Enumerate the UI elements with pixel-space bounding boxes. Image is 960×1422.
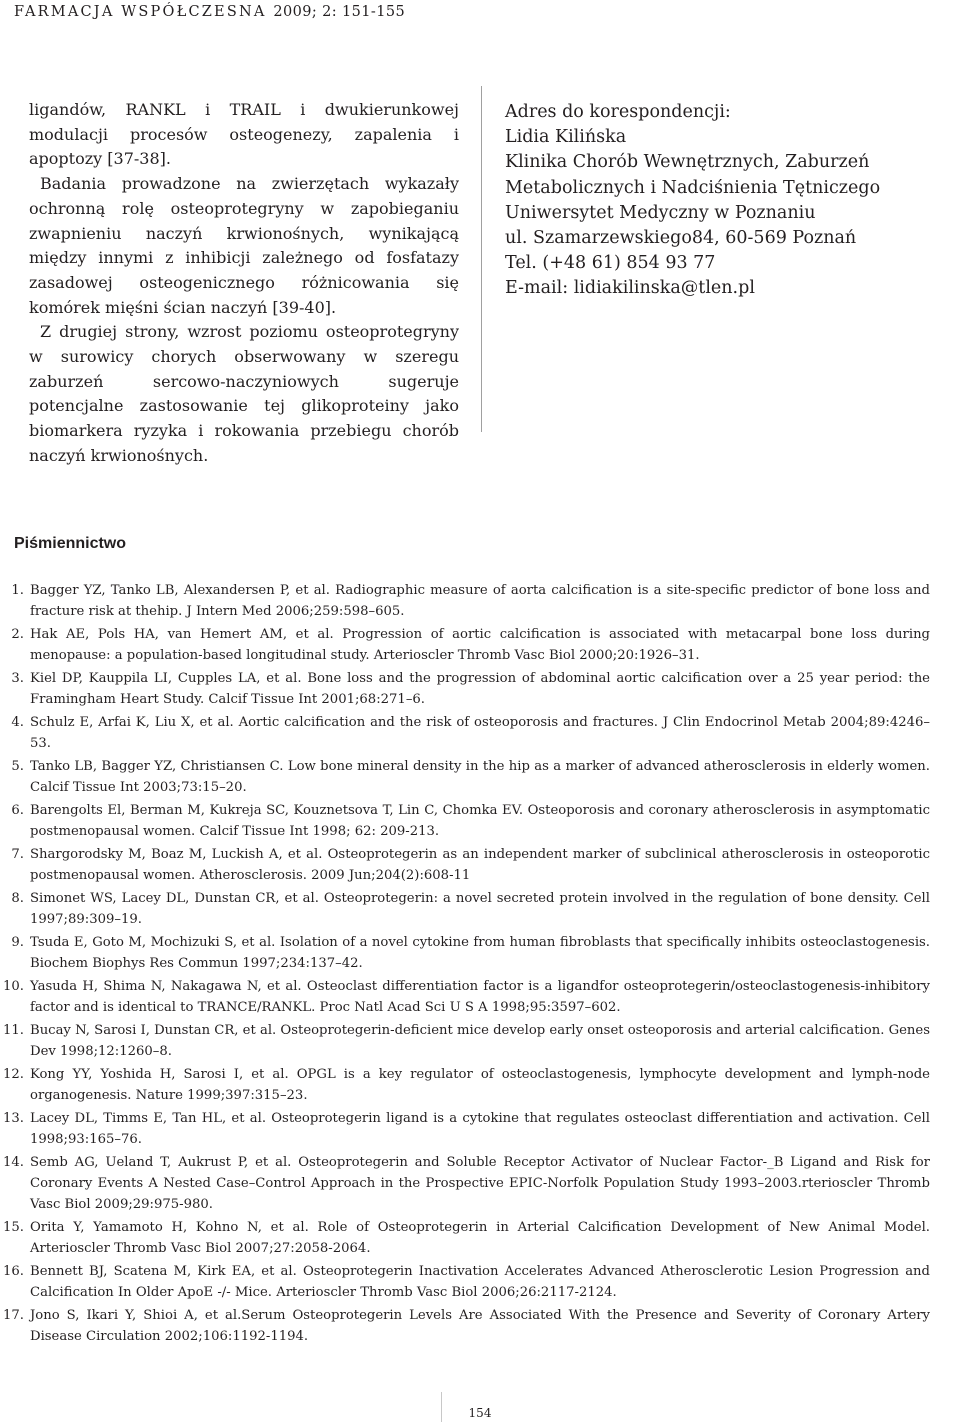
reference-item (0, 888, 930, 930)
reference-item (0, 668, 930, 710)
reference-number: 9. (11, 935, 24, 950)
page-number: 154 (468, 1406, 492, 1420)
reference-text: Tsuda E, Goto M, Mochizuki S, et al. Isolation of a novel cytokine from human fibroblasts that specifically inhibits osteoclastogenesis. Biochem Biophys Res Commun 1997;234:137–42. (30, 935, 930, 972)
correspondence-address (505, 100, 880, 302)
reference-number: 1. (11, 583, 24, 598)
correspondence-email: E-mail: lidiakilinska@tlen.pl (505, 278, 755, 299)
reference-item (0, 756, 930, 798)
reference-text: Kong YY, Yoshida H, Sarosi I, et al. OPGL is a key regulator of osteoclastogenesis, lymphocyte development and lymph-node organogenesis. Nature 1999;397:315–23. (30, 1067, 930, 1104)
paragraph: ligandów, RANKL i TRAIL i dwukierunkowej modulacji procesów osteogenezy, zapalenia i apoptozy [37-38]. (29, 100, 459, 169)
correspondence-phone: Tel. (+48 61) 854 93 77 (505, 253, 716, 274)
reference-text: Bagger YZ, Tanko LB, Alexandersen P, et al. Radiographic measure of aorta calcification is a site-specific predictor of bone loss and fracture risk at thehip. J Intern Med 2006;259:598–605. (30, 583, 930, 620)
reference-item (0, 1261, 930, 1303)
reference-number: 2. (11, 627, 24, 642)
reference-number: 17. (3, 1308, 24, 1324)
reference-item (0, 1108, 930, 1150)
reference-item (0, 1020, 930, 1062)
reference-text: Simonet WS, Lacey DL, Dunstan CR, et al. Osteoprotegerin: a novel secreted protein involved in the regulation of bone density. Cell 1997;89:309–19. (30, 891, 930, 928)
reference-item (0, 1217, 930, 1259)
reference-item (0, 1152, 930, 1216)
reference-number: 3. (11, 671, 24, 686)
paragraph: Badania prowadzone na zwierzętach wykazały ochronną rolę osteoprotegryny w zapobieganiu zwapnieniu naczyń krwionośnych, wynikającą między innymi z inhibicji zależnego od fosfatazy zasadowej osteogenicznego różnicowania się komórek mięśni ścian naczyń [39-40]. (29, 174, 459, 317)
running-header (14, 4, 405, 20)
reference-number: 16. (3, 1264, 24, 1280)
reference-number: 13. (3, 1111, 24, 1126)
references-heading: Piśmiennictwo (14, 535, 127, 552)
reference-number: 12. (3, 1067, 24, 1082)
reference-item (0, 800, 930, 842)
reference-text: Tanko LB, Bagger YZ, Christiansen C. Low bone mineral density in the hip as a marker of advanced atherosclerosis in elderly women. Calcif Tissue Int 2003;73:15–20. (30, 759, 930, 796)
reference-text: Kiel DP, Kauppila LI, Cupples LA, et al. Bone loss and the progression of abdominal aortic calcification over a 25 year period: the Framingham Heart Study. Calcif Tissue Int 2001;68:271–6. (30, 671, 930, 708)
left-column-text (29, 98, 459, 469)
correspondence-line: Klinika Chorób Wewnętrznych, Zaburzeń (505, 152, 870, 173)
reference-text: Bennett BJ, Scatena M, Kirk EA, et al. Osteoprotegerin Inactivation Accelerates Advanced Atherosclerotic Lesion Progression and Calcification In Older ApoE -/- Mice. Arterioscler Thromb Vasc Biol 2006;26:2117-2124. (30, 1264, 930, 1301)
correspondence-heading: Adres do korespondencji: (505, 102, 731, 122)
reference-text: Lacey DL, Timms E, Tan HL, et al. Osteoprotegerin ligand is a cytokine that regulates osteoclast differentiation and activation. Cell 1998;93:165–76. (30, 1111, 930, 1148)
correspondence-name: Lidia Kilińska (505, 127, 627, 148)
paragraph: Z drugiej strony, wzrost poziomu osteoprotegryny w surowicy chorych obserwowany w szeregu zaburzeń sercowo-naczyniowych sugeruje potencjalne zastosowanie tej glikoproteiny jako biomarkera ryzyka i rokowania przebiegu chorób naczyń krwionośnych. (29, 322, 459, 465)
journal-citation: 2009; 2: 151-155 (273, 4, 406, 20)
reference-item (0, 844, 930, 886)
reference-item (0, 932, 930, 974)
reference-item (0, 624, 930, 666)
reference-number: 15. (3, 1220, 24, 1236)
reference-number: 14. (3, 1155, 24, 1170)
reference-number: 11. (3, 1023, 24, 1038)
reference-text: Schulz E, Arfai K, Liu X, et al. Aortic calcification and the risk of osteoporosis and fractures. J Clin Endocrinol Metab 2004;89:4246–53. (30, 715, 930, 752)
reference-item (0, 1305, 930, 1347)
reference-text: Barengolts El, Berman M, Kukreja SC, Kouznetsova T, Lin C, Chomka EV. Osteoporosis and coronary atherosclerosis in asymptomatic postmenopausal women. Calcif Tissue Int 1998; 62: 209-213. (30, 803, 930, 840)
reference-item (0, 580, 930, 622)
reference-text: Jono S, Ikari Y, Shioi A, et al.Serum Osteoprotegerin Levels Are Associated With the Presence and Severity of Coronary Artery Disease Circulation 2002;106:1192-1194. (30, 1308, 930, 1345)
column-divider (481, 86, 482, 432)
reference-item (0, 1064, 930, 1106)
reference-text: Hak AE, Pols HA, van Hemert AM, et al. Progression of aortic calcification is associated with metacarpal bone loss during menopause: a population-based longitudinal study. Arterioscler Thromb Vasc Biol 2000;20:1926–31. (30, 627, 930, 664)
reference-list (0, 580, 960, 1349)
reference-text: Shargorodsky M, Boaz M, Luckish A, et al. Osteoprotegerin as an independent marker of subclinical atherosclerosis in osteoporotic postmenopausal women. Atherosclerosis. 2009 Jun;204(2):608-11 (30, 847, 930, 884)
correspondence-street: ul. Szamarzewskiego84, 60-569 Poznań (505, 228, 857, 249)
correspondence-line: Metabolicznych i Nadciśnienia Tętniczego (505, 177, 881, 198)
reference-number: 8. (11, 891, 24, 906)
reference-text: Semb AG, Ueland T, Aukrust P, et al. Osteoprotegerin and Soluble Receptor Activator of Nuclear Factor-_B Ligand and Risk for Coronary Events A Nested Case–Control Approach in the Prospective EPIC-Norfolk Population Study 1993–2003.rterioscler Thromb Vasc Biol 2009;29:975-980. (30, 1155, 930, 1213)
reference-number: 10. (3, 979, 24, 994)
reference-number: 7. (11, 847, 24, 862)
journal-name: FARMACJA WSPÓŁCZESNA (14, 4, 267, 20)
correspondence-line: Uniwersytet Medyczny w Poznaniu (505, 202, 816, 223)
reference-number: 5. (11, 759, 24, 774)
reference-text: Bucay N, Sarosi I, Dunstan CR, et al. Osteoprotegerin-deficient mice develop early onset osteoporosis and arterial calcification. Genes Dev 1998;12:1260–8. (30, 1023, 930, 1060)
reference-text: Orita Y, Yamamoto H, Kohno N, et al. Role of Osteoprotegerin in Arterial Calcification Development of New Animal Model. Arterioscler Thromb Vasc Biol 2007;27:2058-2064. (30, 1220, 930, 1257)
reference-number: 6. (11, 803, 24, 818)
reference-number: 4. (11, 715, 24, 730)
reference-item (0, 712, 930, 754)
reference-text: Yasuda H, Shima N, Nakagawa N, et al. Osteoclast differentiation factor is a ligandfor osteoprotegerin/osteoclastogenesis-inhibitory factor and is identical to TRANCE/RANKL. Proc Natl Acad Sci U S A 1998;95:3597–602. (30, 979, 930, 1016)
reference-item (0, 976, 930, 1018)
